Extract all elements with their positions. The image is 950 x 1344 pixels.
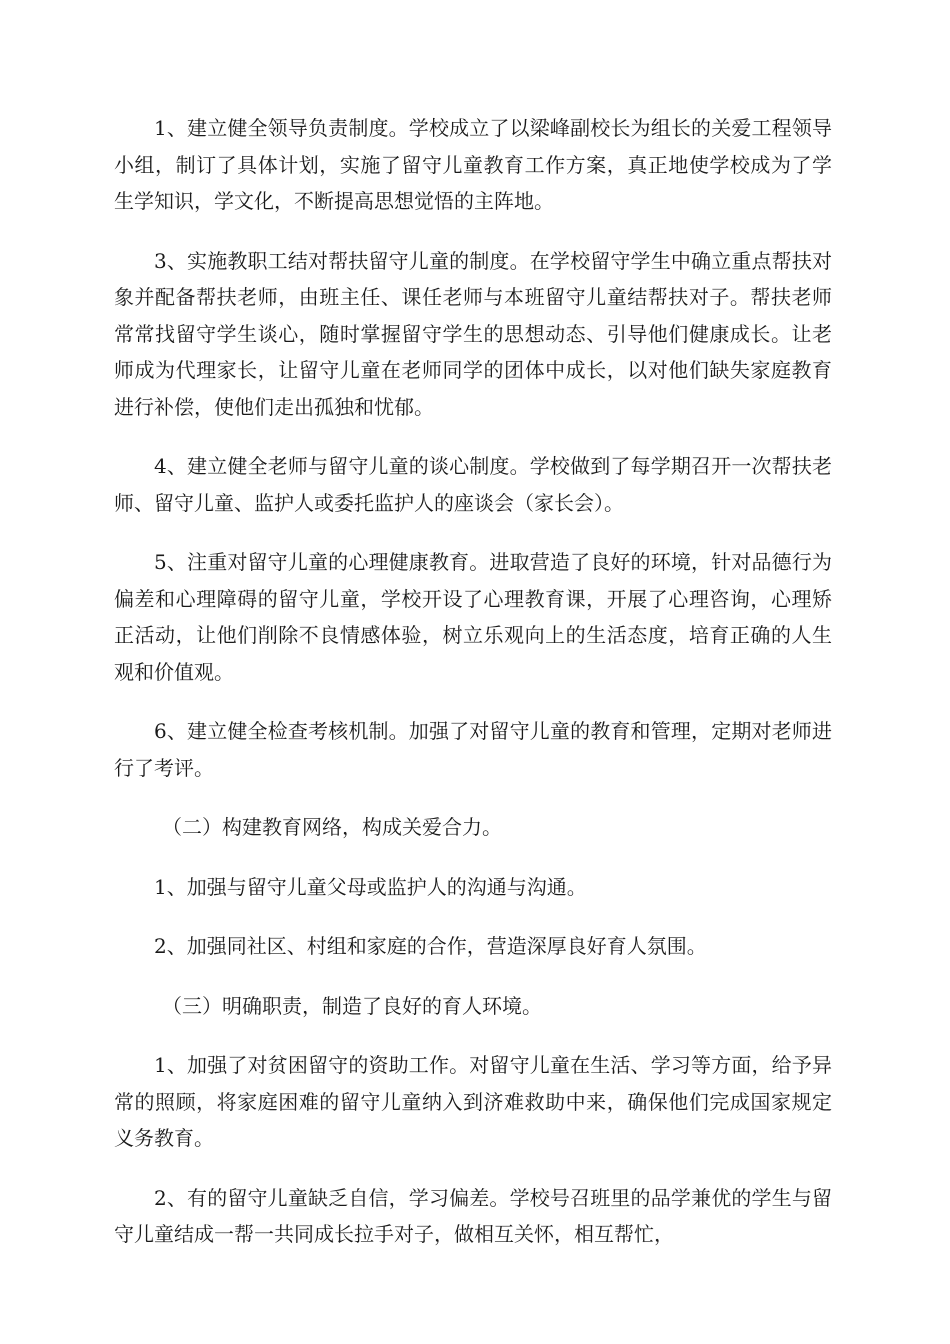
- paragraph-mental-health: 5、注重对留守儿童的心理健康教育。进取营造了良好的环境，针对品德行为偏差和心理障碍的留守儿童，学校开设了心理教育课，开展了心理咨询，心理矫正活动，让他们削除不良情感体验，树立乐观向上的生活态度，培育正确的人生观和价值观。: [114, 550, 832, 684]
- section-heading-network: （二）构建教育网络，构成关爱合力。: [162, 815, 502, 839]
- paragraph-pairing-system: 3、实施教职工结对帮扶留守儿童的制度。在学校留守学生中确立重点帮扶对象并配备帮扶老师，由班主任、课任老师与本班留守儿童结帮扶对子。帮扶老师常常找留守学生谈心，随时掌握留守学生的思想动态、引导他们健康成长。让老师成为代理家长，让留守儿童在老师同学的团体中成长，以对他们缺失家庭教育进行补偿，使他们走出孤独和忧郁。: [114, 248, 832, 419]
- paragraph-assessment: 6、建立健全检查考核机制。加强了对留守儿童的教育和管理，定期对老师进行了考评。: [114, 719, 832, 780]
- paragraph-talk-system: 4、建立健全老师与留守儿童的谈心制度。学校做到了每学期召开一次帮扶老师、留守儿童、监护人或委托监护人的座谈会（家长会）。: [114, 454, 832, 515]
- paragraph-community-cooperation: 2、加强同社区、村组和家庭的合作，营造深厚良好育人氛围。: [154, 934, 707, 958]
- paragraph-financial-aid: 1、加强了对贫困留守的资助工作。对留守儿童在生活、学习等方面，给予异常的照顾，将家庭困难的留守儿童纳入到济难救助中来，确保他们完成国家规定义务教育。: [114, 1053, 832, 1150]
- paragraph-leadership-system: 1、建立健全领导负责制度。学校成立了以梁峰副校长为组长的关爱工程领导小组，制订了具体计划，实施了留守儿童教育工作方案，真正地使学校成为了学生学知识，学文化，不断提高思想觉悟的主阵地。: [114, 116, 832, 213]
- section-heading-responsibilities: （三）明确职责，制造了良好的育人环境。: [162, 993, 542, 1018]
- document-body: [114, 110, 832, 1276]
- paragraph-peer-support: 2、有的留守儿童缺乏自信，学习偏差。学校号召班里的品学兼优的学生与留守儿童结成一帮一共同成长拉手对子，做相互关怀，相互帮忙，: [114, 1185, 832, 1246]
- paragraph-parent-communication: 1、加强与留守儿童父母或监护人的沟通与沟通。: [154, 874, 587, 899]
